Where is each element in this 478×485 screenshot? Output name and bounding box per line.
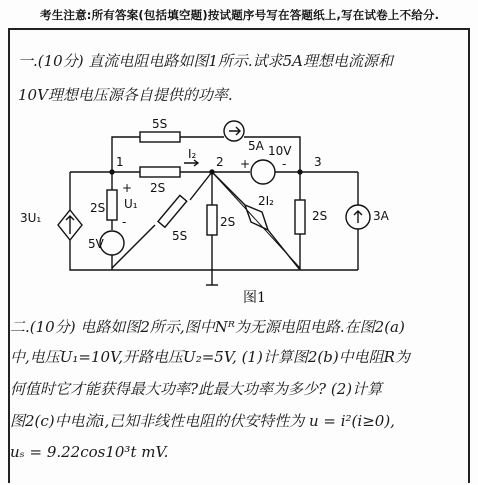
label-u1: U₁ [124, 197, 138, 211]
label-i2: I₂ [188, 147, 197, 161]
node-dot-2 [210, 170, 214, 174]
wire-diag-bottom [112, 225, 155, 268]
voltage-source-10v [251, 160, 275, 184]
label-r-mid: 2S [220, 215, 236, 229]
question1-line2: 10V理想电压源各自提供的功率. [18, 86, 233, 104]
label-minus-v: - [282, 157, 287, 171]
label-r-left: 2S [90, 201, 106, 215]
question2-line1: 二.(10分) 电路如图2所示,图中Nᴿ为无源电阻电路.在图2(a) [10, 318, 405, 336]
figure-caption: 图1 [243, 290, 266, 306]
label-r-top: 5S [152, 117, 168, 131]
arrow-5a [229, 127, 240, 135]
label-u1-plus: + [122, 181, 133, 195]
label-src-right: 3A [373, 209, 389, 223]
label-node1: 1 [116, 155, 124, 169]
label-r-diag: 5S [172, 229, 188, 243]
ccs-2i2-diamond [245, 205, 268, 230]
resistor-2s-mid [140, 167, 180, 177]
question2-line4: 图2(c)中电流i,已知非线性电阻的伏安特性为 u = i²(i≥0), [10, 412, 395, 430]
resistor-2s-left [107, 190, 117, 220]
label-r-12: 2S [150, 181, 166, 195]
label-node2: 2 [216, 155, 224, 169]
resistor-5s-diag [158, 195, 187, 227]
question2-line3: 何值时它才能获得最大功率?此最大功率为多少? (2)计算 [10, 380, 383, 398]
label-ccs2: 2I₂ [258, 194, 274, 208]
node-dot-3 [298, 170, 302, 174]
resistor-2s-right [295, 200, 305, 234]
label-plus-v: + [240, 157, 251, 171]
resistor-2s-center [207, 205, 217, 235]
label-v10: 10V [268, 144, 292, 158]
question1-line1: 一.(10分) 直流电阻电路如图1所示.试求5A理想电流源和 [18, 52, 394, 70]
arrow-3u1 [66, 216, 74, 234]
resistor-5s-top [140, 132, 180, 142]
label-src-top: 5A [248, 139, 264, 153]
label-u1-minus: - [122, 215, 127, 229]
label-node3: 3 [314, 155, 322, 169]
label-v5: 5V [88, 237, 104, 251]
question2-line5: uₛ = 9.22cos10³t mV. [10, 443, 169, 461]
exam-notice: 考生注意:所有答案(包括填空题)按试题序号写在答题纸上,写在试卷上不给分. [40, 8, 440, 22]
arrow-3a [354, 211, 362, 223]
label-ccs: 3U₁ [20, 211, 42, 225]
question2-line2: 中,电压U₁=10V,开路电压U₂=5V, (1)计算图2(b)中电阻R为 [10, 348, 410, 366]
node-dot-1 [110, 170, 114, 174]
wire-diag-top [190, 172, 212, 200]
label-r-right: 2S [312, 209, 328, 223]
